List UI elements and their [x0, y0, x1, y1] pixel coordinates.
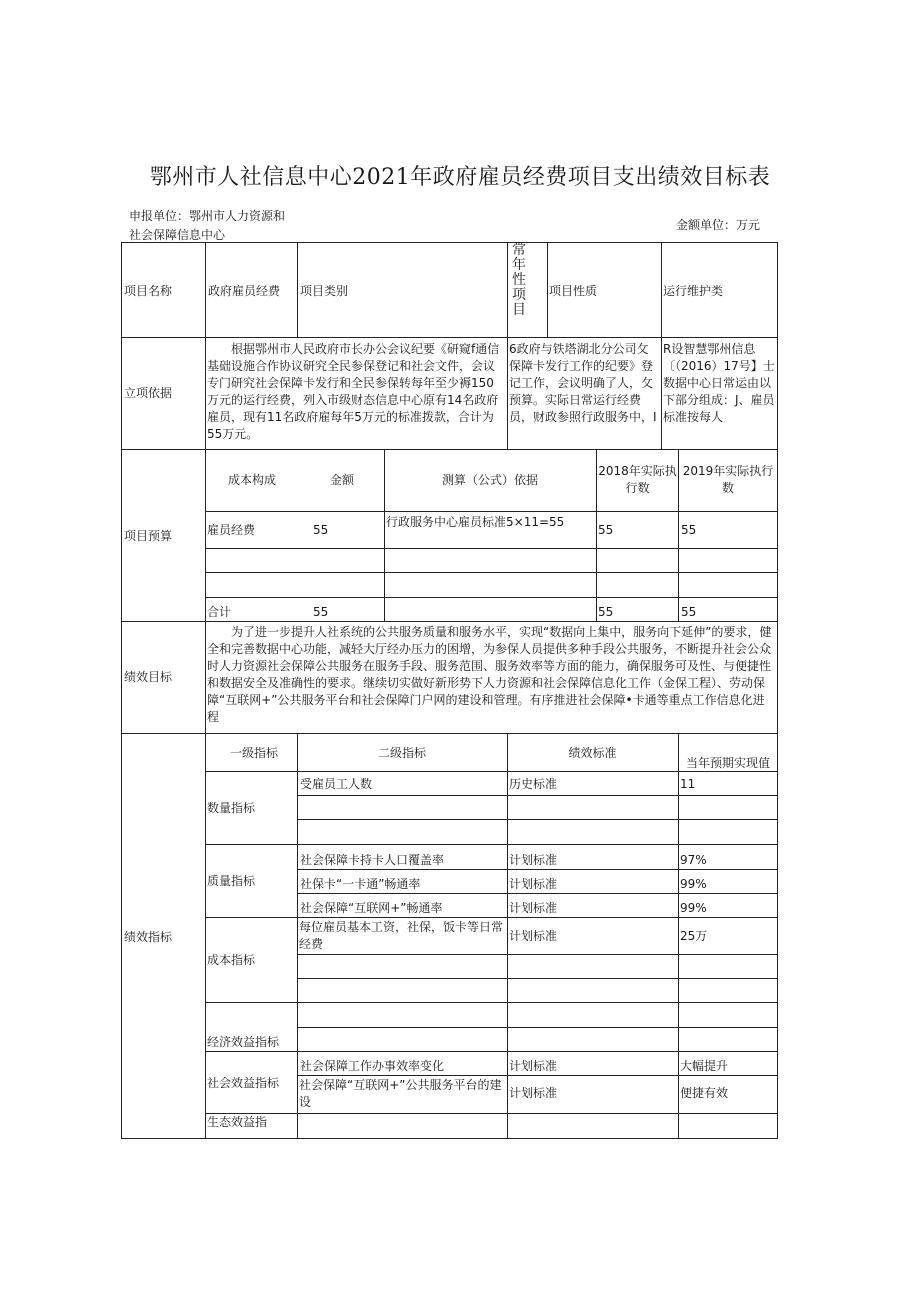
quality-row2-name: 社保卡“一卡通”畅通率 — [300, 877, 421, 891]
reporting-unit-line1: 申报单位：鄂州市人力资源和 — [129, 209, 286, 223]
social-label: 社会效益指标 — [207, 1076, 280, 1090]
budget-header-2019: 2019年实际执行数 — [682, 464, 774, 495]
reporting-unit-line2: 社会保障信息中心 — [129, 228, 226, 242]
budget-row-amount: 55 — [313, 523, 329, 537]
page-title: 鄂州市人社信息中心2021年政府雇员经费项目支出绩效目标表 — [149, 165, 771, 190]
cost-row-standard: 计划标准 — [509, 929, 558, 943]
project-category-value: 常年性项目 — [512, 243, 526, 318]
quantity-row-name: 受雇员工人数 — [300, 777, 373, 791]
quality-row1-name: 社会保障卡持卡人口覆盖率 — [300, 853, 445, 867]
amount-unit: 金额单位：万元 — [676, 218, 761, 232]
budget-header-2018: 2018年实际执行数 — [598, 464, 677, 495]
project-name-label: 项目名称 — [124, 284, 173, 298]
goal-text: 为了进一步提升人社系统的公共服务质量和服务水平，实现“数据向上集中，服务向下延伸”的要求，健全和完善数据中心功能，减轻大厅经办压力的困增，为参保人员提供多种手段公共服务，不断提升社会公众时人力资源社会保障公共服务在服务手段、服务范围、服务效率等方面的能力，确保服务可及性、与便捷性和数据安全及准确性的要求。继续切实做好新形势下人力资源和社会保障信息化工作（金保工程）、劳动保障“互联网+”公共服务平台和社会保障门户网的建设和管理。有序推进社会保障•卡通等重点工作信息化进程 — [207, 625, 772, 724]
project-name-value: 政府雇员经费 — [208, 284, 281, 298]
indicators-label: 绩效指标 — [124, 930, 173, 944]
budget-total-2018: 55 — [598, 605, 614, 619]
goal-label: 绩效目标 — [124, 670, 173, 684]
social-row1-standard: 计划标准 — [509, 1059, 558, 1073]
social-row2-name: 社会保障“互联网+”公共服务平台的建设 — [299, 1078, 502, 1109]
quality-row2-value: 99% — [680, 877, 707, 891]
basis-text-col2: 6政府与铁塔湖北分公司攵保障卡发行工作的纪要》登记工作，会议明确了人，攵预算。实际日常运行经费员，财政参照行政服务中，I — [509, 342, 657, 424]
budget-total-amount: 55 — [313, 605, 329, 619]
quality-row1-value: 97% — [680, 853, 707, 867]
budget-label: 项目预算 — [124, 529, 173, 543]
budget-header-cost: 成本构成 — [228, 473, 277, 487]
basis-label: 立项依据 — [124, 386, 173, 400]
project-nature-label: 项目性质 — [549, 284, 598, 298]
ecology-label: 生态效益指 — [207, 1115, 268, 1129]
quantity-row-value: 11 — [680, 777, 696, 791]
indicator-header-expected: 当年预期实现值 — [685, 756, 770, 770]
basis-text-col3: R设智慧鄂州信息〔（2016）17号】士数据中心日常运由以下部分组成：J、雇员标准按每人 — [663, 342, 775, 424]
budget-row-cost: 雇员经费 — [207, 523, 256, 537]
cost-label: 成本指标 — [207, 953, 256, 967]
indicator-header-standard: 绩效标准 — [568, 746, 617, 760]
quality-row3-standard: 计划标准 — [509, 901, 558, 915]
budget-row-2018: 55 — [598, 523, 614, 537]
cost-row-value: 25万 — [680, 929, 708, 943]
social-row2-value: 便捷有效 — [680, 1086, 729, 1100]
economic-label: 经济效益指标 — [207, 1035, 280, 1049]
budget-row-basis: 行政服务中心雇员标准5×11=55 — [386, 515, 565, 529]
cost-row-name: 每位雇员基本工资，社保，饭卡等日常经费 — [299, 920, 504, 951]
project-nature-value: 运行维护类 — [663, 284, 724, 298]
project-category-label: 项目类别 — [300, 284, 349, 298]
budget-row-2019: 55 — [681, 523, 697, 537]
indicator-header-level2: 二级指标 — [377, 746, 426, 760]
social-row2-standard: 计划标准 — [509, 1086, 558, 1100]
budget-header-basis: 测算（公式）依据 — [441, 473, 538, 487]
indicator-header-level1: 一级指标 — [230, 746, 279, 760]
basis-text-col1: 根据鄂州市人民政府市长办公会议纪要《研窥f通信基础设施合作协议研究全民参保登记和社会文件，会议专门研究社会保障卡发行和全民参保转每年至少褥150万元的运行经费，列入市级财态信息中心原有14名政府雇员，现有11名政府雇每年5万元的标准拨款，合计为55万元。 — [207, 342, 500, 441]
budget-total-2019: 55 — [681, 605, 697, 619]
quality-row3-name: 社会保障“互联网+”畅通率 — [300, 901, 443, 915]
quality-row1-standard: 计划标准 — [509, 853, 558, 867]
quality-row2-standard: 计划标准 — [509, 877, 558, 891]
social-row1-name: 社会保障工作办事效率变化 — [300, 1059, 445, 1073]
quantity-row-standard: 历史标准 — [509, 777, 558, 791]
budget-header-amount: 金额 — [330, 473, 355, 487]
budget-total-label: 合计 — [207, 605, 232, 619]
social-row1-value: 大幅提升 — [680, 1059, 729, 1073]
quality-label: 质量指标 — [207, 874, 256, 888]
quantity-label: 数量指标 — [207, 801, 256, 815]
quality-row3-value: 99% — [680, 901, 707, 915]
